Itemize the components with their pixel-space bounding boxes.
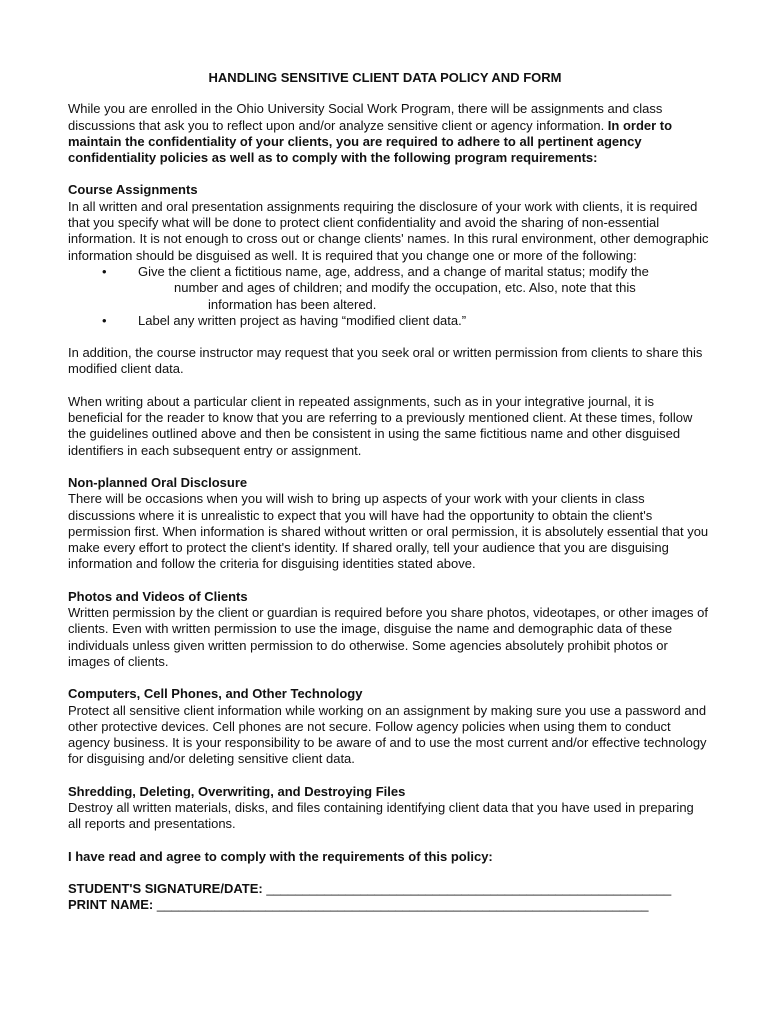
bullet2-text: Label any written project as having “modified client data.” — [138, 312, 467, 328]
signature-field[interactable]: ________________________________________________________ — [266, 880, 672, 896]
shredding-heading: Shredding, Deleting, Overwriting, and Destroying Files — [68, 783, 406, 799]
print-name-label: PRINT NAME: — [68, 897, 157, 913]
bullet1-line1: Give the client a fictitious name, age, address, and a change of marital status; modify the — [138, 263, 649, 279]
oral-disclosure-body: There will be occasions when you will wish to bring up aspects of your work with your clients in class discussions where it is unrealistic to expect that you will have had the opportunity to obtain the client's permission first. When information is shared without written or oral permission, it is absolutely essential that you make every effort to protect the client's identity. If shared orally, tell your audience that you are disguising information and follow the criteria for disguising identities stated above. — [68, 491, 709, 572]
bullet-icon: • — [102, 263, 107, 279]
list-item — [68, 264, 710, 313]
oral-disclosure-section — [68, 475, 710, 573]
technology-section — [68, 686, 710, 767]
repeated-assignments-paragraph: When writing about a particular client in repeated assignments, such as in your integrative journal, it is beneficial for the reader to know that you are referring to a previously mentioned client. At these times, follow the guidelines outlined above and then be consistent in using the same fictitious name and other disguised identifiers in each subsequent entry or assignment. — [68, 393, 693, 458]
oral-disclosure-heading: Non-planned Oral Disclosure — [68, 474, 248, 490]
print-name-field[interactable]: ____________________________________________________________________ — [156, 897, 649, 913]
course-assignments-section — [68, 182, 710, 329]
intro-text: While you are enrolled in the Ohio University Social Work Program, there will be assignments and class discussions that ask you to reflect upon and/or analyze sensitive client or agency information. — [68, 101, 663, 133]
photos-heading: Photos and Videos of Clients — [68, 588, 248, 604]
bullet-icon: • — [102, 312, 107, 328]
bullet1-line2: number and ages of children; and modify the occupation, etc. Also, note that this — [174, 280, 636, 296]
shredding-body: Destroy all written materials, disks, and files containing identifying client data that you have used in preparing all reports and presentations. — [68, 799, 694, 832]
technology-heading: Computers, Cell Phones, and Other Technology — [68, 686, 363, 702]
print-name-row — [68, 897, 710, 913]
photos-body: Written permission by the client or guardian is required before you share photos, videotapes, or other images of clients. Even with written permission to use the image, disguise the name and demographic data of these individuals unless given written permission to do otherwise. Some agencies absolutely prohibit photos or images of clients. — [68, 605, 708, 669]
list-item — [68, 313, 710, 329]
shredding-section — [68, 784, 710, 833]
page-title: HANDLING SENSITIVE CLIENT DATA POLICY AND FORM — [208, 70, 562, 85]
agreement-statement: I have read and agree to comply with the requirements of this policy: — [68, 848, 493, 864]
intro-paragraph — [68, 101, 710, 166]
technology-body: Protect all sensitive client information while working on an assignment by making sure you use a password and other protective devices. Cell phones are not secure. Follow agency policies when using them to conduct agency business. It is your responsibility to be aware of and to use the most current and/or effective technology for disguising and/or deleting sensitive client data. — [68, 702, 707, 767]
intro-bold-text: In order to maintain the confidentiality of your clients, you are required to adhere to all pertinent agency confidentiality policies as well as to comply with the following program requirements: — [68, 117, 673, 166]
addition-paragraph: In addition, the course instructor may request that you seek oral or written permission from clients to share this modified client data. — [68, 345, 703, 377]
signature-label: STUDENT'S SIGNATURE/DATE: — [68, 880, 267, 896]
bullet1-line3: information has been altered. — [208, 296, 377, 312]
course-assignments-body: In all written and oral presentation assignments requiring the disclosure of your work with clients, it is required that you specify what will be done to protect client confidentiality and avoid the sharing of non-essential information. It is not enough to cross out or change clients' names. In this rural environment, other demographic information should be disguised as well. It is required that you change one or more of the following: — [68, 198, 709, 263]
photos-section — [68, 589, 710, 670]
course-assignments-heading: Course Assignments — [68, 182, 198, 198]
requirements-list — [68, 264, 710, 329]
signature-row — [68, 881, 710, 897]
